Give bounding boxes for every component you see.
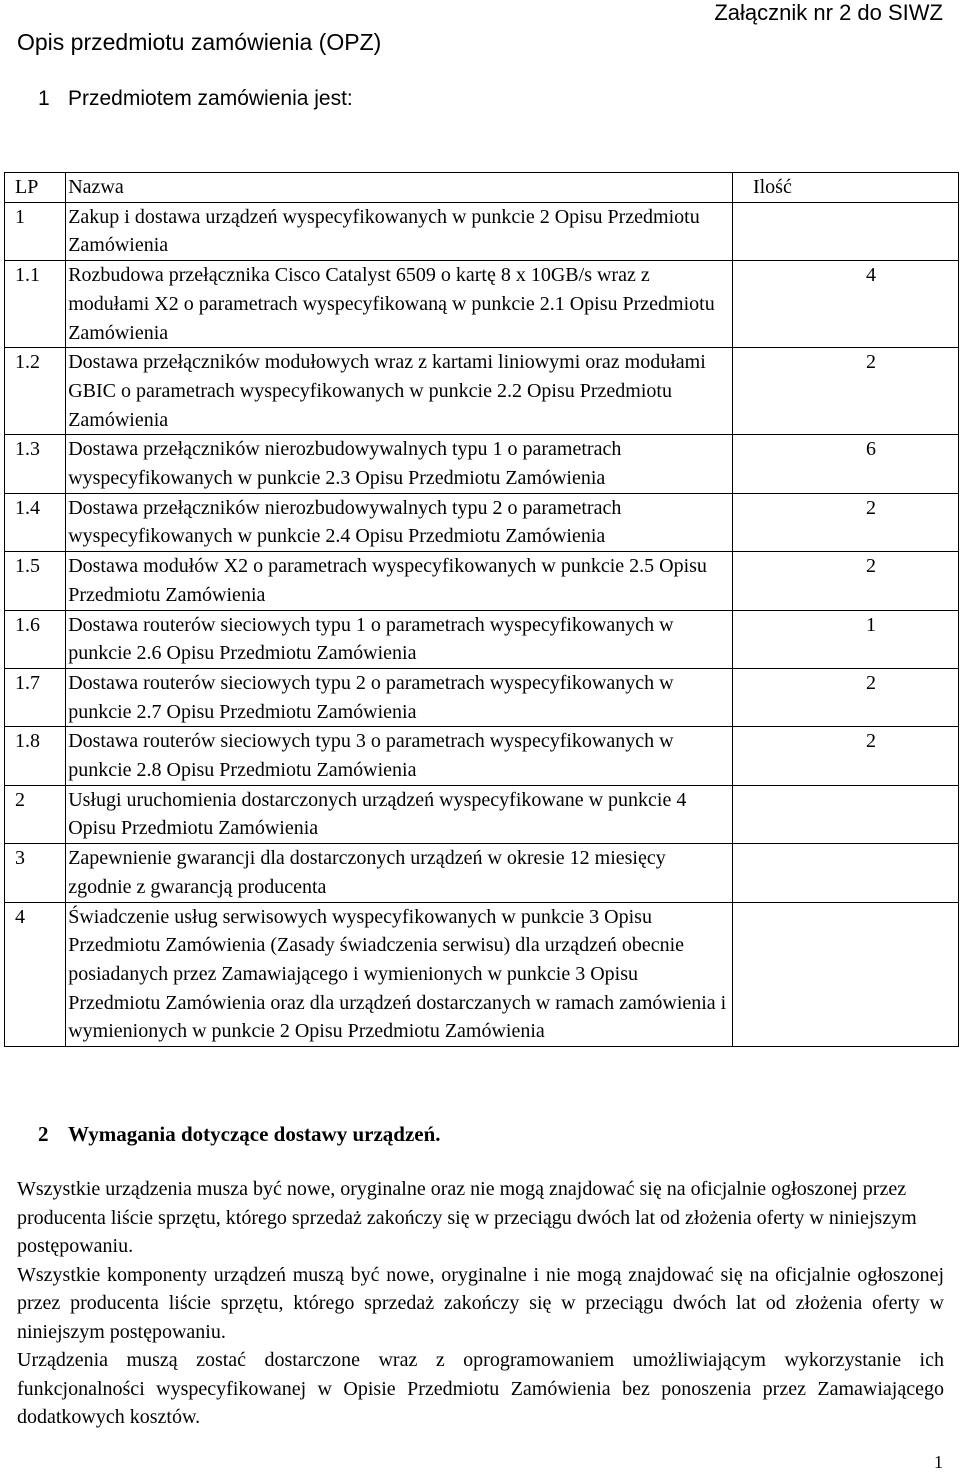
paragraph: Urządzenia muszą zostać dostarczone wraz z oprogramowaniem umożliwiającym wykorzystanie ich funkcjonalności wyspecyfikowanej w Opisie Przedmiotu Zamówienia bez ponoszenia przez Zamawiającego dodatkowych kosztów. — [17, 1349, 944, 1428]
row-lp: 1.1 — [5, 261, 66, 348]
row-qty: 2 — [732, 348, 958, 435]
row-name: Zakup i dostawa urządzeń wyspecyfikowanych w punkcie 2 Opisu Przedmiotu Zamówienia — [66, 202, 733, 260]
column-header-qty: Ilość — [732, 173, 958, 203]
table-row — [5, 902, 959, 1047]
table-row — [5, 727, 959, 785]
section-2-body — [17, 1175, 944, 1432]
table-row — [5, 844, 959, 902]
row-qty — [732, 902, 958, 1047]
section-2-heading — [38, 1121, 441, 1147]
row-lp: 2 — [5, 785, 66, 843]
page-number: 1 — [934, 1452, 943, 1472]
paragraph: Wszystkie urządzenia musza być nowe, oryginalne oraz nie mogą znajdować się na oficjalnie ogłoszonej przez producenta liście sprzętu, którego sprzedaż zakończy się w przeciągu dwóch lat od złożenia oferty w niniejszym postępowaniu. — [17, 1178, 917, 1257]
table-row — [5, 552, 959, 610]
row-name: Zapewnienie gwarancji dla dostarczonych urządzeń w okresie 12 miesięcy zgodnie z gwarancją producenta — [66, 844, 733, 902]
row-name: Dostawa routerów sieciowych typu 3 o parametrach wyspecyfikowanych w punkcie 2.8 Opisu Przedmiotu Zamówienia — [66, 727, 733, 785]
row-lp: 1.5 — [5, 552, 66, 610]
row-lp: 1.6 — [5, 610, 66, 668]
table-row — [5, 435, 959, 493]
column-header-name: Nazwa — [66, 173, 733, 203]
column-header-lp: LP — [5, 173, 66, 203]
row-name: Świadczenie usług serwisowych wyspecyfikowanych w punkcie 3 Opisu Przedmiotu Zamówienia (Zasady świadczenia serwisu) dla urządzeń obecnie posiadanych przez Zamawiającego i wymienionych w punkcie 3 Opisu Przedmiotu Zamówienia oraz dla urządzeń dostarczanych w ramach zamówienia i wymienionych w punkcie 2 Opisu Przedmiotu Zamówienia — [66, 902, 733, 1047]
row-qty — [732, 202, 958, 260]
row-name: Dostawa routerów sieciowych typu 2 o parametrach wyspecyfikowanych w punkcie 2.7 Opisu Przedmiotu Zamówienia — [66, 668, 733, 726]
row-name: Dostawa przełączników nierozbudowywalnych typu 2 o parametrach wyspecyfikowanych w punkcie 2.4 Opisu Przedmiotu Zamówienia — [66, 493, 733, 551]
row-qty: 1 — [732, 610, 958, 668]
table-row — [5, 785, 959, 843]
section-1-title: Przedmiotem zamówienia jest: — [68, 87, 353, 110]
table-row — [5, 348, 959, 435]
section-2-title: Wymagania dotyczące dostawy urządzeń. — [68, 1122, 441, 1146]
section-2-number: 2 — [38, 1122, 49, 1146]
table-row — [5, 261, 959, 348]
row-qty — [732, 785, 958, 843]
row-name: Dostawa przełączników modułowych wraz z kartami liniowymi oraz modułami GBIC o parametrach wyspecyfikowanych w punkcie 2.2 Opisu Przedmiotu Zamówienia — [66, 348, 733, 435]
table-row — [5, 610, 959, 668]
row-lp: 4 — [5, 902, 66, 1047]
document-title: Opis przedmiotu zamówienia (OPZ) — [17, 29, 382, 55]
table-row — [5, 668, 959, 726]
row-name: Usługi uruchomienia dostarczonych urządzeń wyspecyfikowane w punkcie 4 Opisu Przedmiotu Zamówienia — [66, 785, 733, 843]
row-lp: 1 — [5, 202, 66, 260]
row-lp: 1.7 — [5, 668, 66, 726]
row-qty: 2 — [732, 668, 958, 726]
section-1-number: 1 — [38, 87, 50, 110]
row-lp: 1.2 — [5, 348, 66, 435]
row-qty — [732, 844, 958, 902]
section-1-heading — [38, 86, 353, 112]
row-name: Dostawa routerów sieciowych typu 1 o parametrach wyspecyfikowanych w punkcie 2.6 Opisu Przedmiotu Zamówienia — [66, 610, 733, 668]
row-qty: 2 — [732, 552, 958, 610]
paragraph: Wszystkie komponenty urządzeń muszą być nowe, oryginalne i nie mogą znajdować się na oficjalnie ogłoszonej przez producenta liście sprzętu, którego sprzedaż zakończy się w przeciągu dwóch lat od złożenia oferty w niniejszym postępowaniu. — [17, 1263, 944, 1343]
row-qty: 2 — [732, 727, 958, 785]
row-qty: 6 — [732, 435, 958, 493]
row-qty: 4 — [732, 261, 958, 348]
row-lp: 1.8 — [5, 727, 66, 785]
annex-label: Załącznik nr 2 do SIWZ — [714, 0, 943, 25]
row-qty: 2 — [732, 493, 958, 551]
row-lp: 3 — [5, 844, 66, 902]
row-name: Dostawa modułów X2 o parametrach wyspecyfikowanych w punkcie 2.5 Opisu Przedmiotu Zamówienia — [66, 552, 733, 610]
row-lp: 1.4 — [5, 493, 66, 551]
table-row — [5, 202, 959, 260]
row-name: Dostawa przełączników nierozbudowywalnych typu 1 o parametrach wyspecyfikowanych w punkcie 2.3 Opisu Przedmiotu Zamówienia — [66, 435, 733, 493]
table-header-row — [5, 173, 959, 203]
items-table — [4, 172, 959, 1047]
table-row — [5, 493, 959, 551]
row-lp: 1.3 — [5, 435, 66, 493]
row-name: Rozbudowa przełącznika Cisco Catalyst 6509 o kartę 8 x 10GB/s wraz z modułami X2 o parametrach wyspecyfikowaną w punkcie 2.1 Opisu Przedmiotu Zamówienia — [66, 261, 733, 348]
